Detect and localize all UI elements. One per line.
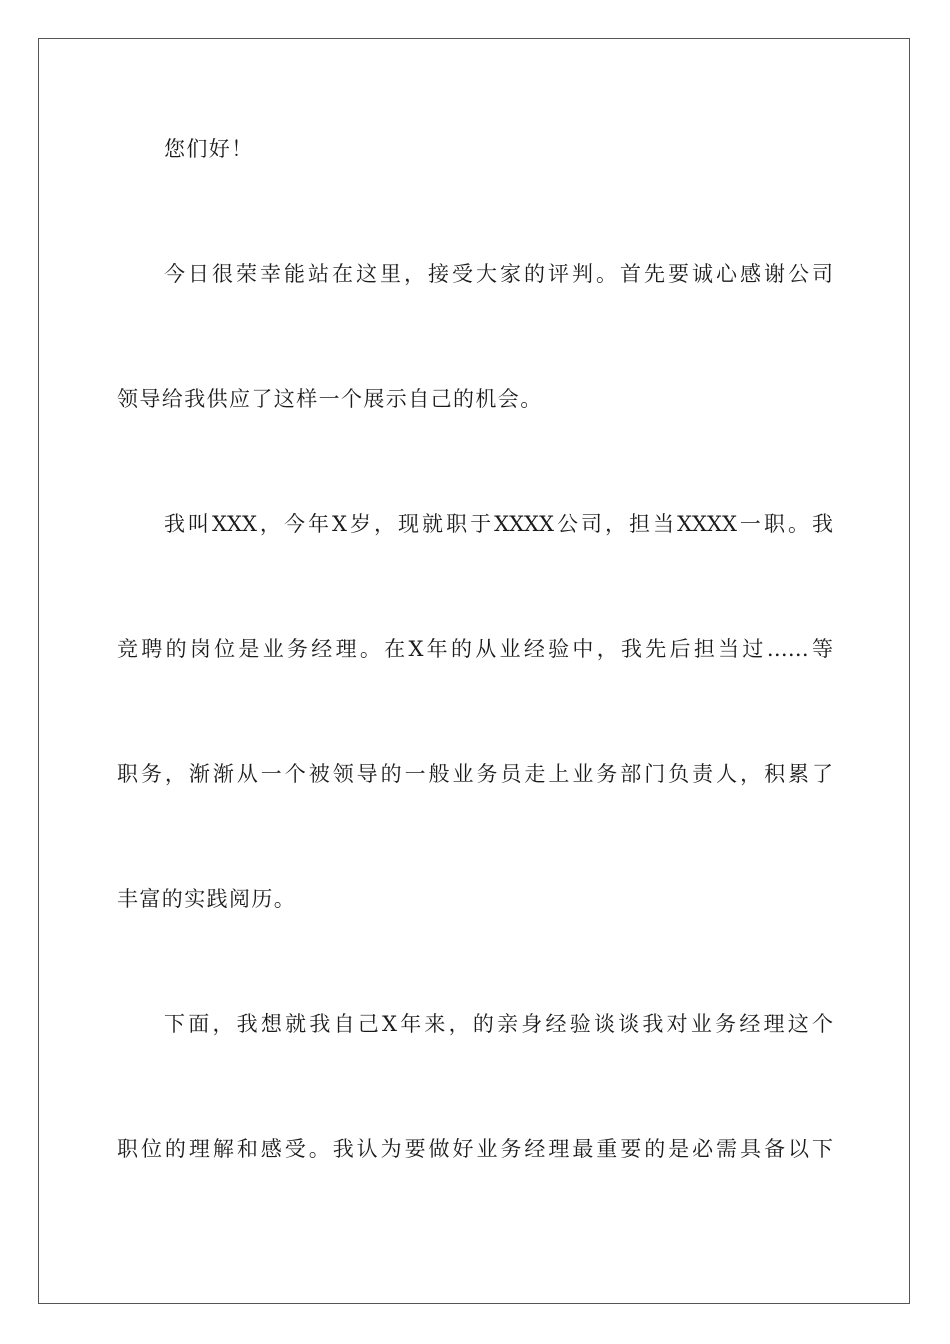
paragraph-3-line-1: 下面，我想就我自己X年来，的亲身经验谈谈我对业务经理这个 [164,1012,833,1036]
paragraph-1-line-2: 领导给我供应了这样一个展示自己的机会。 [117,387,543,411]
paragraph-2-line-2: 竞聘的岗位是业务经理。在X年的从业经验中，我先后担当过……等 [117,637,833,661]
paragraph-2-line-3: 职务，渐渐从一个被领导的一般业务员走上业务部门负责人，积累了 [117,762,833,786]
paragraph-1-line-1: 今日很荣幸能站在这里，接受大家的评判。首先要诚心感谢公司 [164,262,833,286]
greeting-line: 您们好！ [164,137,254,161]
page-frame [38,38,910,1304]
paragraph-3-line-2: 职位的理解和感受。我认为要做好业务经理最重要的是必需具备以下 [117,1137,833,1161]
paragraph-2-line-1: 我叫XXX，今年X岁，现就职于XXXX公司，担当XXXX一职。我 [164,512,833,536]
paragraph-2-line-4: 丰富的实践阅历。 [117,887,297,911]
